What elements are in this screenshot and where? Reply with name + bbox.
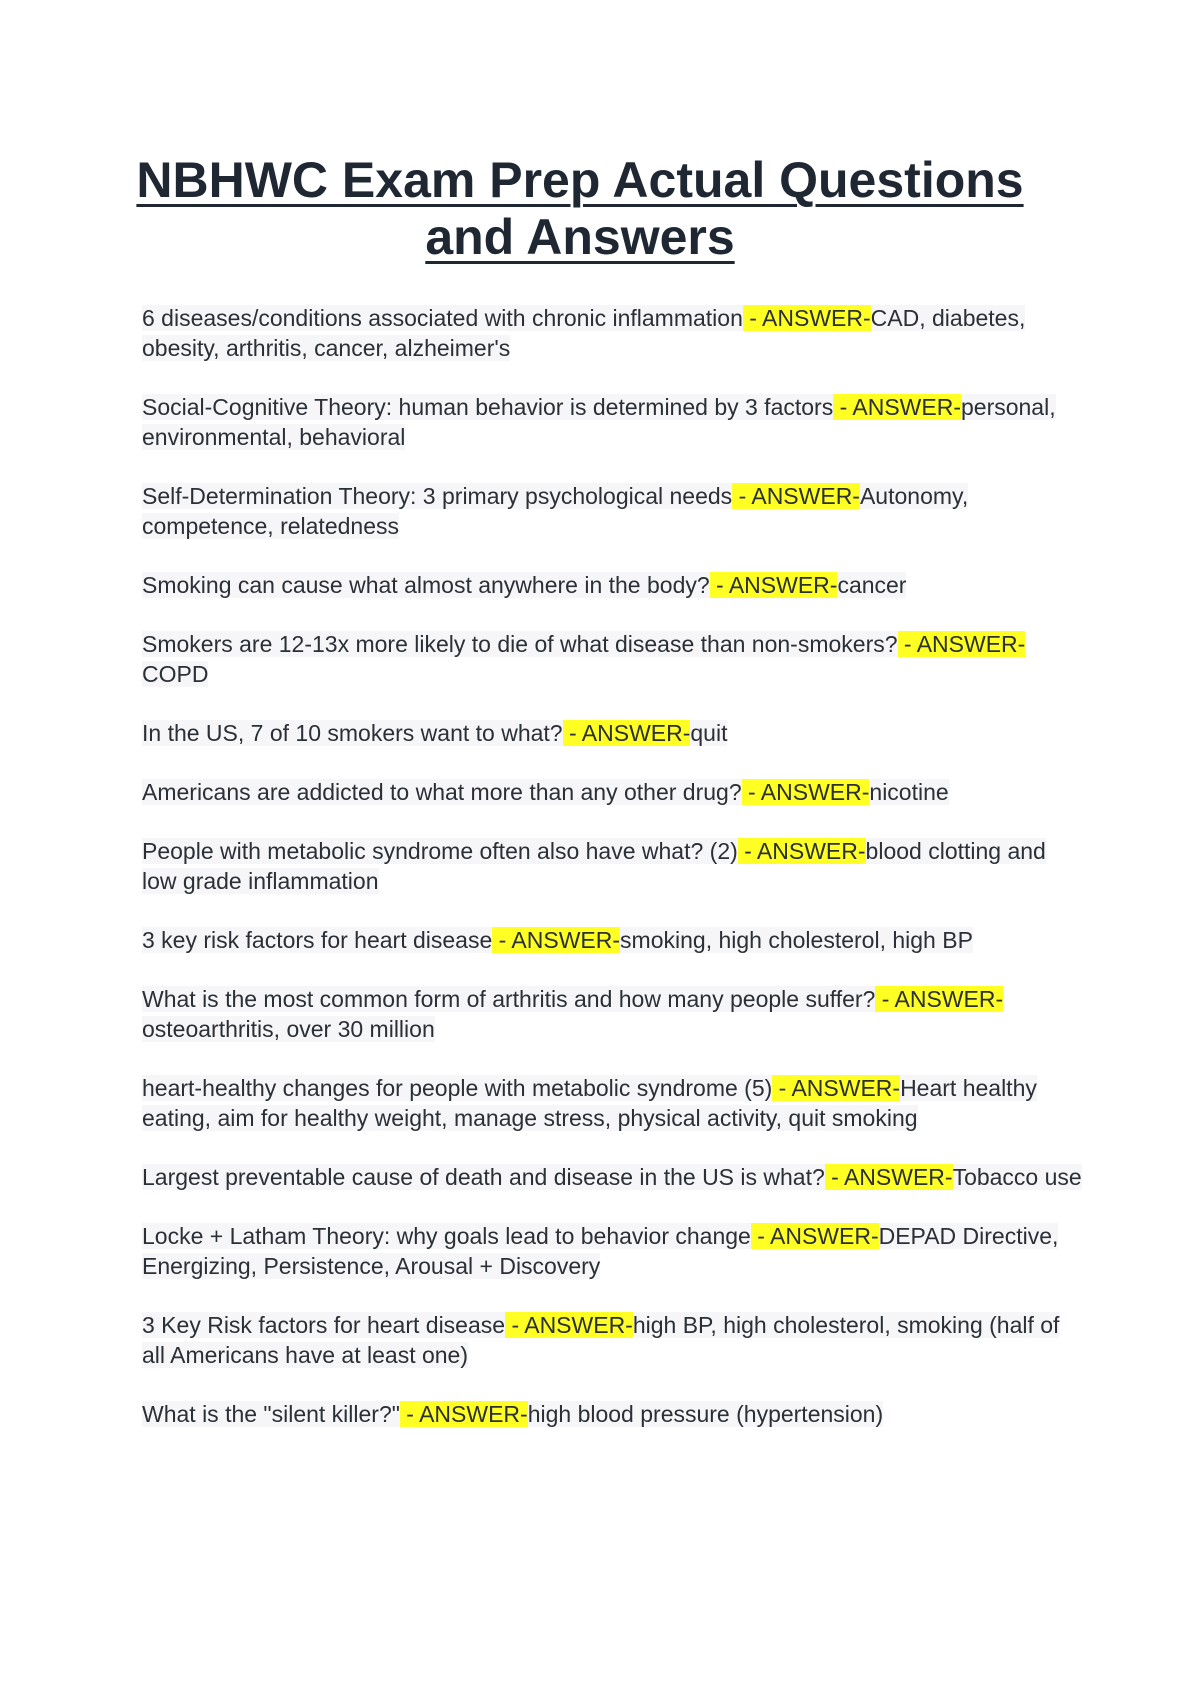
answer-marker: - ANSWER- (750, 1223, 879, 1249)
answer-text: cancer (837, 572, 907, 598)
answer-marker: - ANSWER- (772, 1075, 901, 1101)
answer-text: quit (690, 720, 728, 746)
qa-item (142, 570, 1082, 600)
answer-text: personal, environmental, behavioral (142, 394, 1056, 450)
answer-marker: - ANSWER- (737, 838, 866, 864)
question-text: 3 Key Risk factors for heart disease (142, 1312, 506, 1338)
answer-marker: - ANSWER- (833, 394, 961, 420)
question-text: Self-Determination Theory: 3 primary psychological needs (142, 483, 733, 509)
qa-item (142, 1073, 1082, 1133)
qa-item (142, 629, 1082, 689)
answer-text: smoking, high cholesterol, high BP (620, 927, 973, 953)
question-text: Smokers are 12-13x more likely to die of what disease than non-smokers? (142, 631, 898, 657)
qa-item (142, 481, 1082, 541)
qa-item (142, 777, 1082, 807)
answer-marker: - ANSWER- (505, 1312, 633, 1338)
answer-marker: - ANSWER- (875, 986, 1004, 1012)
question-text: Largest preventable cause of death and disease in the US is what? (142, 1164, 825, 1190)
answer-text: high blood pressure (hypertension) (527, 1401, 884, 1427)
question-text: Americans are addicted to what more than any other drug? (142, 779, 742, 805)
qa-item (142, 303, 1082, 363)
answer-text: Autonomy, competence, relatedness (142, 483, 969, 539)
answer-text: Tobacco use (952, 1164, 1082, 1190)
qa-item (142, 1399, 1082, 1429)
question-text: heart-healthy changes for people with metabolic syndrome (5) (142, 1075, 773, 1101)
answer-text: nicotine (869, 779, 949, 805)
question-text: In the US, 7 of 10 smokers want to what? (142, 720, 563, 746)
answer-marker: - ANSWER- (562, 720, 691, 746)
question-text: What is the most common form of arthritis and how many people suffer? (142, 986, 876, 1012)
answer-text: COPD (142, 661, 209, 687)
qa-item (142, 392, 1082, 452)
qa-item (142, 1162, 1082, 1192)
answer-marker: - ANSWER- (741, 779, 870, 805)
question-text: People with metabolic syndrome often also have what? (2) (142, 838, 738, 864)
answer-marker: - ANSWER- (897, 631, 1026, 657)
qa-item (142, 718, 1082, 748)
question-text: 3 key risk factors for heart disease (142, 927, 493, 953)
qa-item (142, 984, 1082, 1044)
answer-marker: - ANSWER- (709, 572, 838, 598)
answer-text: Heart healthy eating, aim for healthy weight, manage stress, physical activity, quit smoking (142, 1075, 1037, 1131)
answer-text: osteoarthritis, over 30 million (142, 1016, 435, 1042)
qa-list (142, 303, 1082, 1458)
document-title: NBHWC Exam Prep Actual Questions and Answers (136, 152, 1024, 265)
question-text: 6 diseases/conditions associated with chronic inflammation (142, 305, 743, 331)
qa-item (142, 925, 1082, 955)
answer-marker: - ANSWER- (399, 1401, 528, 1427)
question-text: Social-Cognitive Theory: human behavior is determined by 3 factors (142, 394, 834, 420)
answer-text: high BP, high cholesterol, smoking (half of all Americans have at least one) (142, 1312, 1060, 1368)
question-text: Smoking can cause what almost anywhere in the body? (142, 572, 710, 598)
answer-marker: - ANSWER- (742, 305, 871, 331)
qa-item (142, 836, 1082, 896)
question-text: Locke + Latham Theory: why goals lead to behavior change (142, 1223, 751, 1249)
answer-text: CAD, diabetes, obesity, arthritis, cancer, alzheimer's (142, 305, 1026, 361)
qa-item (142, 1221, 1082, 1281)
answer-text: DEPAD Directive, Energizing, Persistence, Arousal + Discovery (142, 1223, 1059, 1279)
answer-marker: - ANSWER- (732, 483, 860, 509)
question-text: What is the "silent killer?" (142, 1401, 400, 1427)
answer-marker: - ANSWER- (492, 927, 621, 953)
answer-text: blood clotting and low grade inflammation (142, 838, 1046, 894)
answer-marker: - ANSWER- (824, 1164, 953, 1190)
qa-item (142, 1310, 1082, 1370)
